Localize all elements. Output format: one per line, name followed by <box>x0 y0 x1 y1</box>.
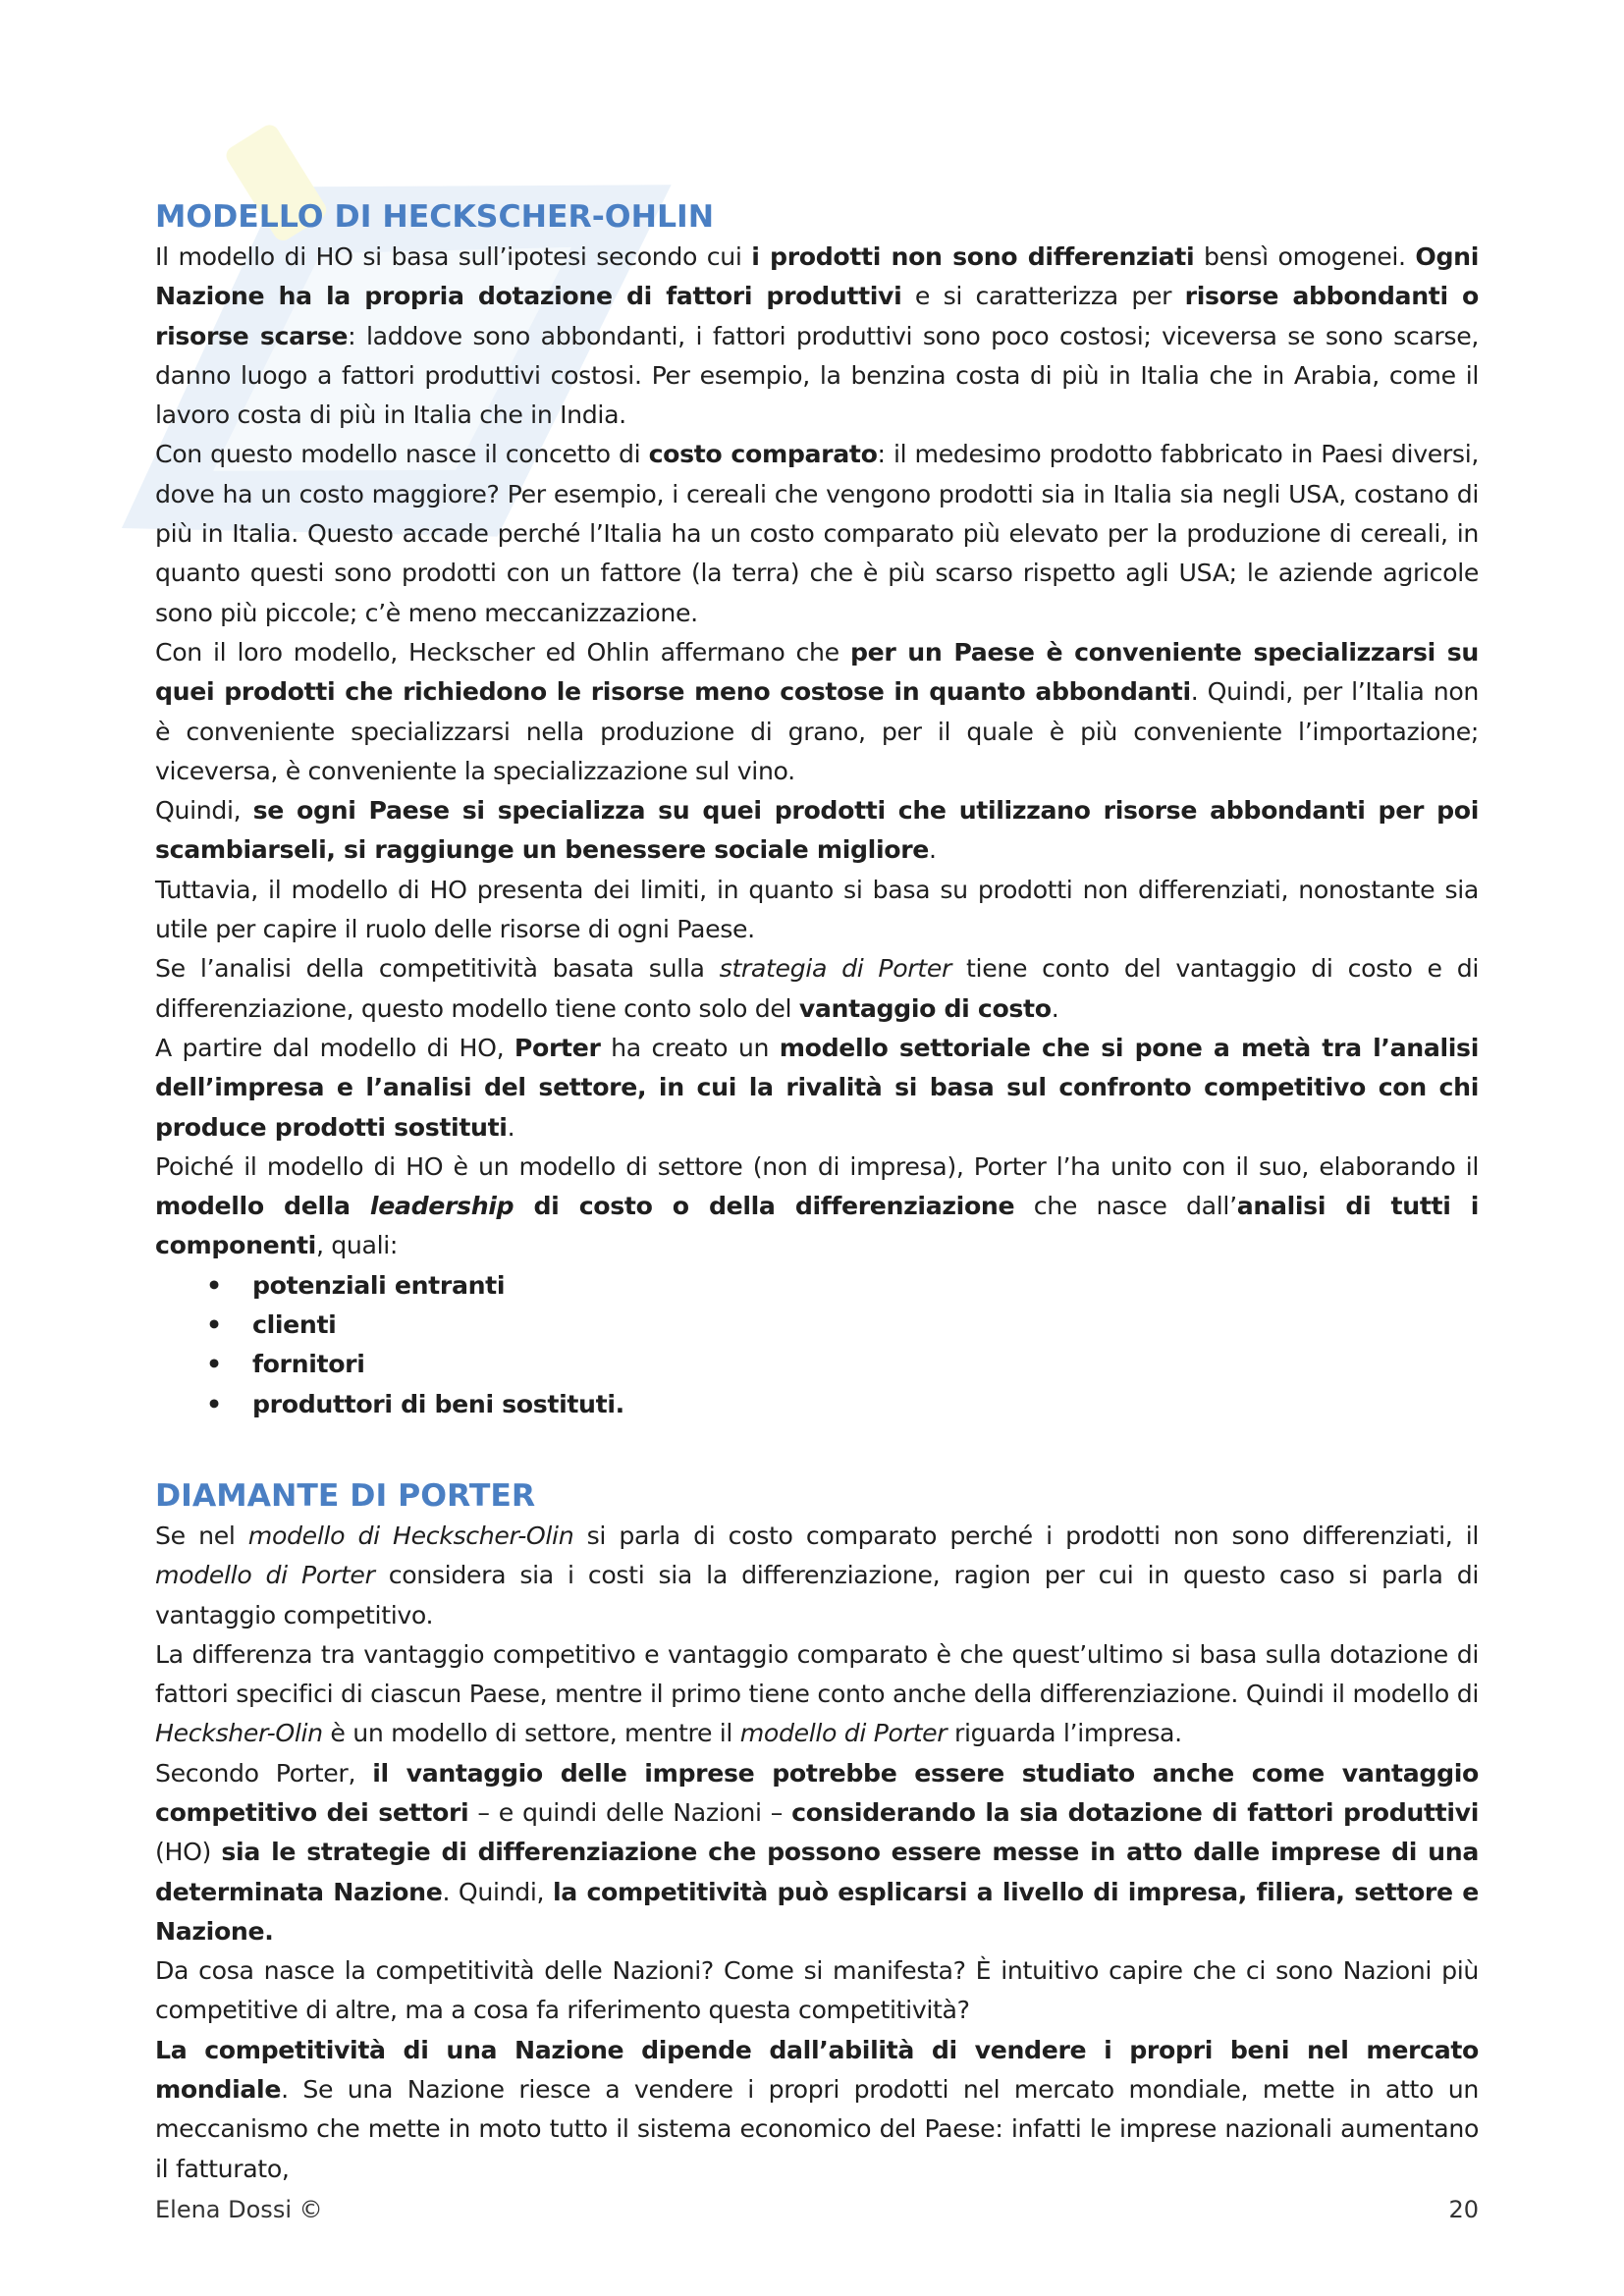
text-run: . <box>1051 993 1059 1023</box>
text-run: Con questo modello nasce il concetto di <box>155 440 649 469</box>
text-run: Quindi, <box>155 796 253 826</box>
section2-paragraphs <box>155 1517 1479 2189</box>
text-run: . Quindi, <box>442 1877 553 1906</box>
text-run: risorse abbondanti o risorse scarse <box>155 282 1479 350</box>
list-item: • fornitori <box>155 1345 1479 1384</box>
text-run: Tuttavia, il modello di HO presenta dei limiti, in quanto si basa su prodotti non differenziati, nonostante sia utile per capire il ruolo delle risorse di ogni Paese. <box>155 875 1479 944</box>
text-run: A partire dal modello di HO, <box>155 1033 514 1062</box>
text-run: Hecksher-Olin <box>155 1719 323 1748</box>
text-run: . <box>929 835 937 865</box>
paragraph <box>155 871 1479 950</box>
page-number: 20 <box>1448 2196 1479 2223</box>
text-run: : il medesimo prodotto fabbricato in Paesi diversi, dove ha un costo maggiore? Per esempio, i cereali che vengono prodotti sia in Italia sia negli USA, costano di più in Italia. Questo accade perché l’Italia ha un costo comparato più elevato per la produzione di cereali, in quanto questi sono prodotti con un fattore (la terra) che è più scarso rispetto agli USA; le aziende agricole sono più piccole; c’è meno meccanizzazione. <box>155 440 1479 627</box>
text-run: Porter <box>514 1033 601 1062</box>
text-run: Ogni Nazione ha la propria dotazione di fattori produttivi <box>155 242 1479 311</box>
text-run: La competitività di una Nazione dipende dall’abilità di vendere i propri beni nel mercato mondiale <box>155 2035 1479 2105</box>
text-run: modello settoriale che si pone a metà tra l’analisi dell’impresa e l’analisi del settore, in cui la rivalità si basa sul confronto competitivo con chi produce prodotti sostituti <box>155 1033 1479 1142</box>
paragraph <box>155 2031 1479 2189</box>
text-run: tiene conto del vantaggio di costo e di differenziazione, questo modello tiene conto solo del <box>155 954 1479 1023</box>
text-run <box>370 1192 514 1220</box>
paragraph <box>155 238 1479 435</box>
text-run: costo comparato <box>648 440 878 469</box>
text-run: : laddove sono abbondanti, i fattori produttivi sono poco costosi; viceversa se sono scarse, danno luogo a fattori produttivi costosi. Per esempio, la benzina costa di più in Italia che in Arabia, come il lavoro costa di più in Italia che in India. <box>155 321 1479 430</box>
text-run: vantaggio di costo <box>798 993 1052 1023</box>
text-run: e si caratterizza per <box>901 282 1185 311</box>
page-footer <box>155 2195 1479 2224</box>
section-title-diamante-porter: DIAMANTE DI PORTER <box>155 1477 536 1514</box>
text-run: che nasce dall’ <box>1014 1192 1237 1221</box>
paragraph <box>155 1029 1479 1148</box>
document-body <box>155 196 1479 2189</box>
text-run: . Quindi, per l’Italia non è conveniente specializzarsi nella produzione di grano, per il quale è più conveniente l’importazione; viceversa, è conveniente la specializzazione sul vino. <box>155 677 1479 785</box>
list-item: • potenziali entranti <box>155 1266 1479 1306</box>
text-run: la competitività può esplicarsi a livello di impresa, filiera, settore e Nazione. <box>155 1877 1479 1946</box>
text-run: considerando la sia dotazione di fattori produttivi <box>791 1797 1479 1827</box>
text-run: ha creato un <box>600 1033 780 1062</box>
text-run: Il modello di HO si basa sull’ipotesi secondo cui <box>155 242 752 271</box>
components-list <box>155 1266 1479 1424</box>
text-run: per un Paese è conveniente specializzarsi su quei prodotti che richiedono le risorse meno costose in quanto abbondanti <box>155 637 1479 707</box>
text-run: i prodotti non sono differenziati <box>751 242 1195 271</box>
text-run: analisi di tutti i componenti <box>155 1192 1480 1260</box>
paragraph <box>155 791 1479 871</box>
text-run: (HO) <box>155 1838 222 1867</box>
text-run: bensì omogenei. <box>1194 242 1416 271</box>
text-run: Con il loro modello, Heckscher ed Ohlin affermano che <box>155 637 850 667</box>
text-run: se ogni Paese si specializza su quei prodotti che utilizzano risorse abbondanti per poi scambiarseli, si raggiunge un benessere sociale migliore <box>155 796 1479 865</box>
text-run: La differenza tra vantaggio competitivo e vantaggio comparato è che quest’ultimo si basa sulla dotazione di fattori specifici di ciascun Paese, mentre il primo tiene conto anche della differenziazione. Quindi il modello di <box>155 1639 1479 1709</box>
paragraph <box>155 1148 1479 1266</box>
footer-author: Elena Dossi © <box>155 2196 323 2223</box>
text-run: . Se una Nazione riesce a vendere i propri prodotti nel mercato mondiale, mette in atto un meccanismo che mette in moto tutto il sistema economico del Paese: infatti le imprese nazionali aumentano il fatturato, <box>155 2075 1479 2183</box>
paragraph <box>155 435 1479 632</box>
paragraph <box>155 633 1479 791</box>
paragraph <box>155 949 1479 1029</box>
text-run: modello della <box>155 1192 370 1221</box>
text-run: di costo o della differenziazione <box>514 1192 1015 1221</box>
paragraph <box>155 1635 1479 1754</box>
text-run: riguarda l’impresa. <box>947 1719 1182 1748</box>
text-run: modello di Porter <box>155 1561 375 1590</box>
text-run: sia le strategie di differenziazione che possono essere messe in atto dalle imprese di una determinata Nazione <box>155 1838 1479 1906</box>
paragraph <box>155 1951 1479 2031</box>
text-run: Se l’analisi della competitività basata sulla <box>155 954 720 984</box>
text-run: modello di Porter <box>739 1719 947 1748</box>
text-run: Se nel <box>155 1521 248 1550</box>
text-run: Da cosa nasce la competitività delle Nazioni? Come si manifesta? È intuitivo capire che ci sono Nazioni più competitive di altre, ma a cosa fa riferimento questa competitività? <box>155 1956 1479 2025</box>
section1-paragraphs <box>155 238 1479 1266</box>
paragraph <box>155 1754 1479 1951</box>
list-item: • produttori di beni sostituti. <box>155 1385 1479 1424</box>
section-title-heckscher-ohlin: MODELLO DI HECKSCHER-OHLIN <box>155 199 715 235</box>
text-run: . <box>507 1112 515 1142</box>
text-run: Poiché il modello di HO è un modello di settore (non di impresa), Porter l’ha unito con il suo, elaborando il <box>155 1151 1479 1181</box>
text-run: è un modello di settore, mentre il <box>322 1719 740 1748</box>
list-item: • clienti <box>155 1306 1479 1345</box>
text-run: modello di Heckscher-Olin <box>247 1521 574 1550</box>
text-run: , quali: <box>315 1231 399 1260</box>
text-run: considera sia i costi sia la differenziazione, ragion per cui in questo caso si parla di vantaggio competitivo. <box>155 1561 1479 1629</box>
text-run: strategia di Porter <box>719 954 951 984</box>
text-run: il vantaggio delle imprese potrebbe essere studiato anche come vantaggio competitivo dei settori <box>155 1758 1479 1827</box>
text-run: – e quindi delle Nazioni – <box>468 1797 792 1827</box>
paragraph <box>155 1517 1479 1635</box>
text-run: leadership <box>369 1192 514 1221</box>
text-run: Secondo Porter, <box>155 1758 373 1788</box>
text-run: si parla di costo comparato perché i prodotti non sono differenziati, il <box>573 1521 1479 1550</box>
